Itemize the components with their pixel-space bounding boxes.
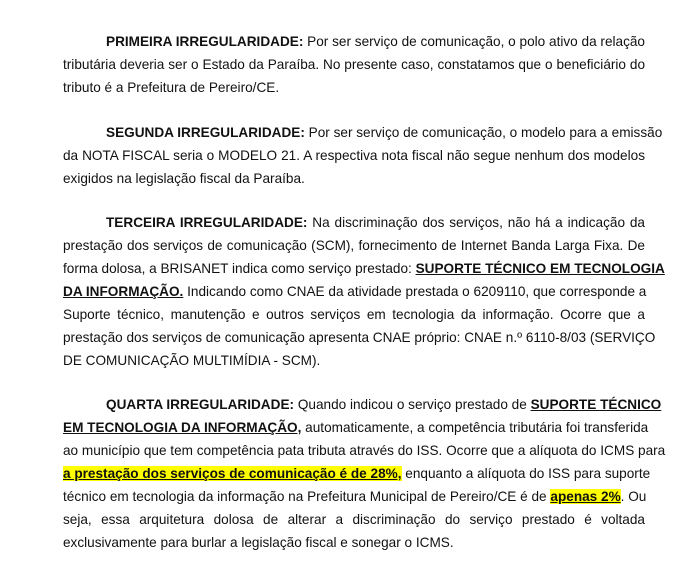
paragraph-segunda-irregularidade: SEGUNDA IRREGULARIDADE: Por ser serviço de comunicação, o modelo para a emissão da NOTA FISCAL seria o MODELO 21. A respectiva nota fiscal não segue nenhum dos modelos exigidos na legislação fiscal da Paraíba. bbox=[63, 125, 663, 186]
service-emphasis: SUPORTE TÉCNICO EM TECNOLOGIA bbox=[415, 261, 665, 276]
paragraph-terceira-irregularidade: TERCEIRA IRREGULARIDADE: Na discriminação dos serviços, não há a indicação da prestação dos serviços de comunicação (SCM), fornecimento de Internet Banda Larga Fixa. De forma dolosa, a BRISANET indica como serviço prestado: SUPORTE TÉCNICO EM TECNOLOGIA DA INFORMAÇÃO. Indicando como CNAE da atividade prestada o 6209110, que corresponde a Suporte técnico, manutenção e outros serviços em tecnologia da informação. Ocorre que a prestação dos serviços de comunicação apresenta CNAE próprio: CNAE n.º 6110-8/03 (SERVIÇO DE COMUNICAÇÃO MULTIMÍDIA - SCM). bbox=[63, 215, 665, 368]
iss-rate-highlight: apenas 2% bbox=[550, 489, 621, 504]
heading-terceira: TERCEIRA IRREGULARIDADE: bbox=[106, 215, 308, 230]
service-emphasis-2: SUPORTE TÉCNICO bbox=[530, 397, 662, 412]
paragraph-primeira-irregularidade: PRIMEIRA IRREGULARIDADE: Por ser serviço de comunicação, o polo ativo da relação tributária deveria ser o Estado da Paraíba. No presente caso, constatamos que o beneficiário do tributo é a Prefeitura de Pereiro/CE. bbox=[63, 34, 645, 95]
icms-rate-highlight: a prestação dos serviços de comunicação é de 28%, bbox=[63, 466, 402, 481]
heading-quarta: QUARTA IRREGULARIDADE: bbox=[106, 397, 295, 412]
paragraph-quarta-irregularidade: QUARTA IRREGULARIDADE: Quando indicou o serviço prestado de SUPORTE TÉCNICO EM TECNOLOGIA DA INFORMAÇÃO, automaticamente, a competência tributária foi transferida ao município que tem competência pata tributa através do ISS. Ocorre que a alíquota do ICMS para a prestação dos serviços de comunicação é de 28%, enquanto a alíquota do ISS para suporte técnico em tecnologia da informação na Prefeitura Municipal de Pereiro/CE é de apenas 2%. Ou seja, essa arquitetura dolosa de alterar a discriminação do serviço prestado é voltada exclusivamente para burlar a legislação fiscal e sonegar o ICMS. bbox=[63, 397, 666, 550]
heading-segunda: SEGUNDA IRREGULARIDADE: bbox=[106, 125, 305, 140]
heading-primeira: PRIMEIRA IRREGULARIDADE: bbox=[106, 34, 304, 49]
